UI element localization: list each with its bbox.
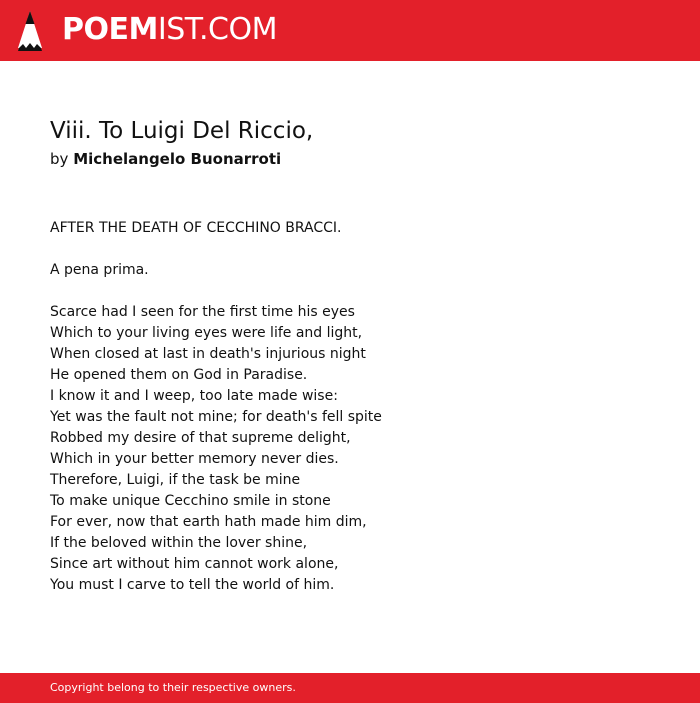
poem-author: Michelangelo Buonarroti [73, 150, 282, 168]
poem-byline [50, 148, 281, 170]
brand-name-light: IST.COM [157, 12, 277, 47]
site-header [0, 0, 700, 61]
poem-title: Viii. To Luigi Del Riccio, [50, 118, 314, 144]
pencil-tip-icon[interactable] [17, 10, 43, 52]
poem-line: Therefore, Luigi, if the task be mine [50, 472, 301, 488]
site-footer [0, 673, 700, 703]
site-logo[interactable] [62, 12, 277, 48]
poem-line: If the beloved within the lover shine, [50, 535, 308, 551]
poem-line: When closed at last in death's injurious night [50, 346, 366, 362]
poem-line: I know it and I weep, too late made wise: [50, 388, 338, 404]
poem-line: Which in your better memory never dies. [50, 451, 339, 467]
poem-line [50, 239, 650, 260]
poem-body [50, 218, 650, 596]
copyright-notice: Copyright belong to their respective owners. [50, 681, 296, 694]
poem-line: Scarce had I seen for the first time his eyes [50, 304, 355, 320]
brand-name-bold: POEM [62, 12, 158, 47]
byline-prefix: by [50, 150, 69, 168]
poem-line: Yet was the fault not mine; for death's fell spite [50, 409, 382, 425]
poem-line: Which to your living eyes were life and light, [50, 325, 363, 341]
poem-line: AFTER THE DEATH OF CECCHINO BRACCI. [50, 220, 342, 236]
poem-line [50, 281, 650, 302]
poem-line: Robbed my desire of that supreme delight, [50, 430, 351, 446]
poem-line: For ever, now that earth hath made him dim, [50, 514, 367, 530]
poem-line: A pena prima. [50, 262, 149, 278]
poem-line: To make unique Cecchino smile in stone [50, 493, 331, 509]
poem-line: He opened them on God in Paradise. [50, 367, 308, 383]
poem-line: Since art without him cannot work alone, [50, 556, 339, 572]
poem-line: You must I carve to tell the world of him. [50, 577, 335, 593]
